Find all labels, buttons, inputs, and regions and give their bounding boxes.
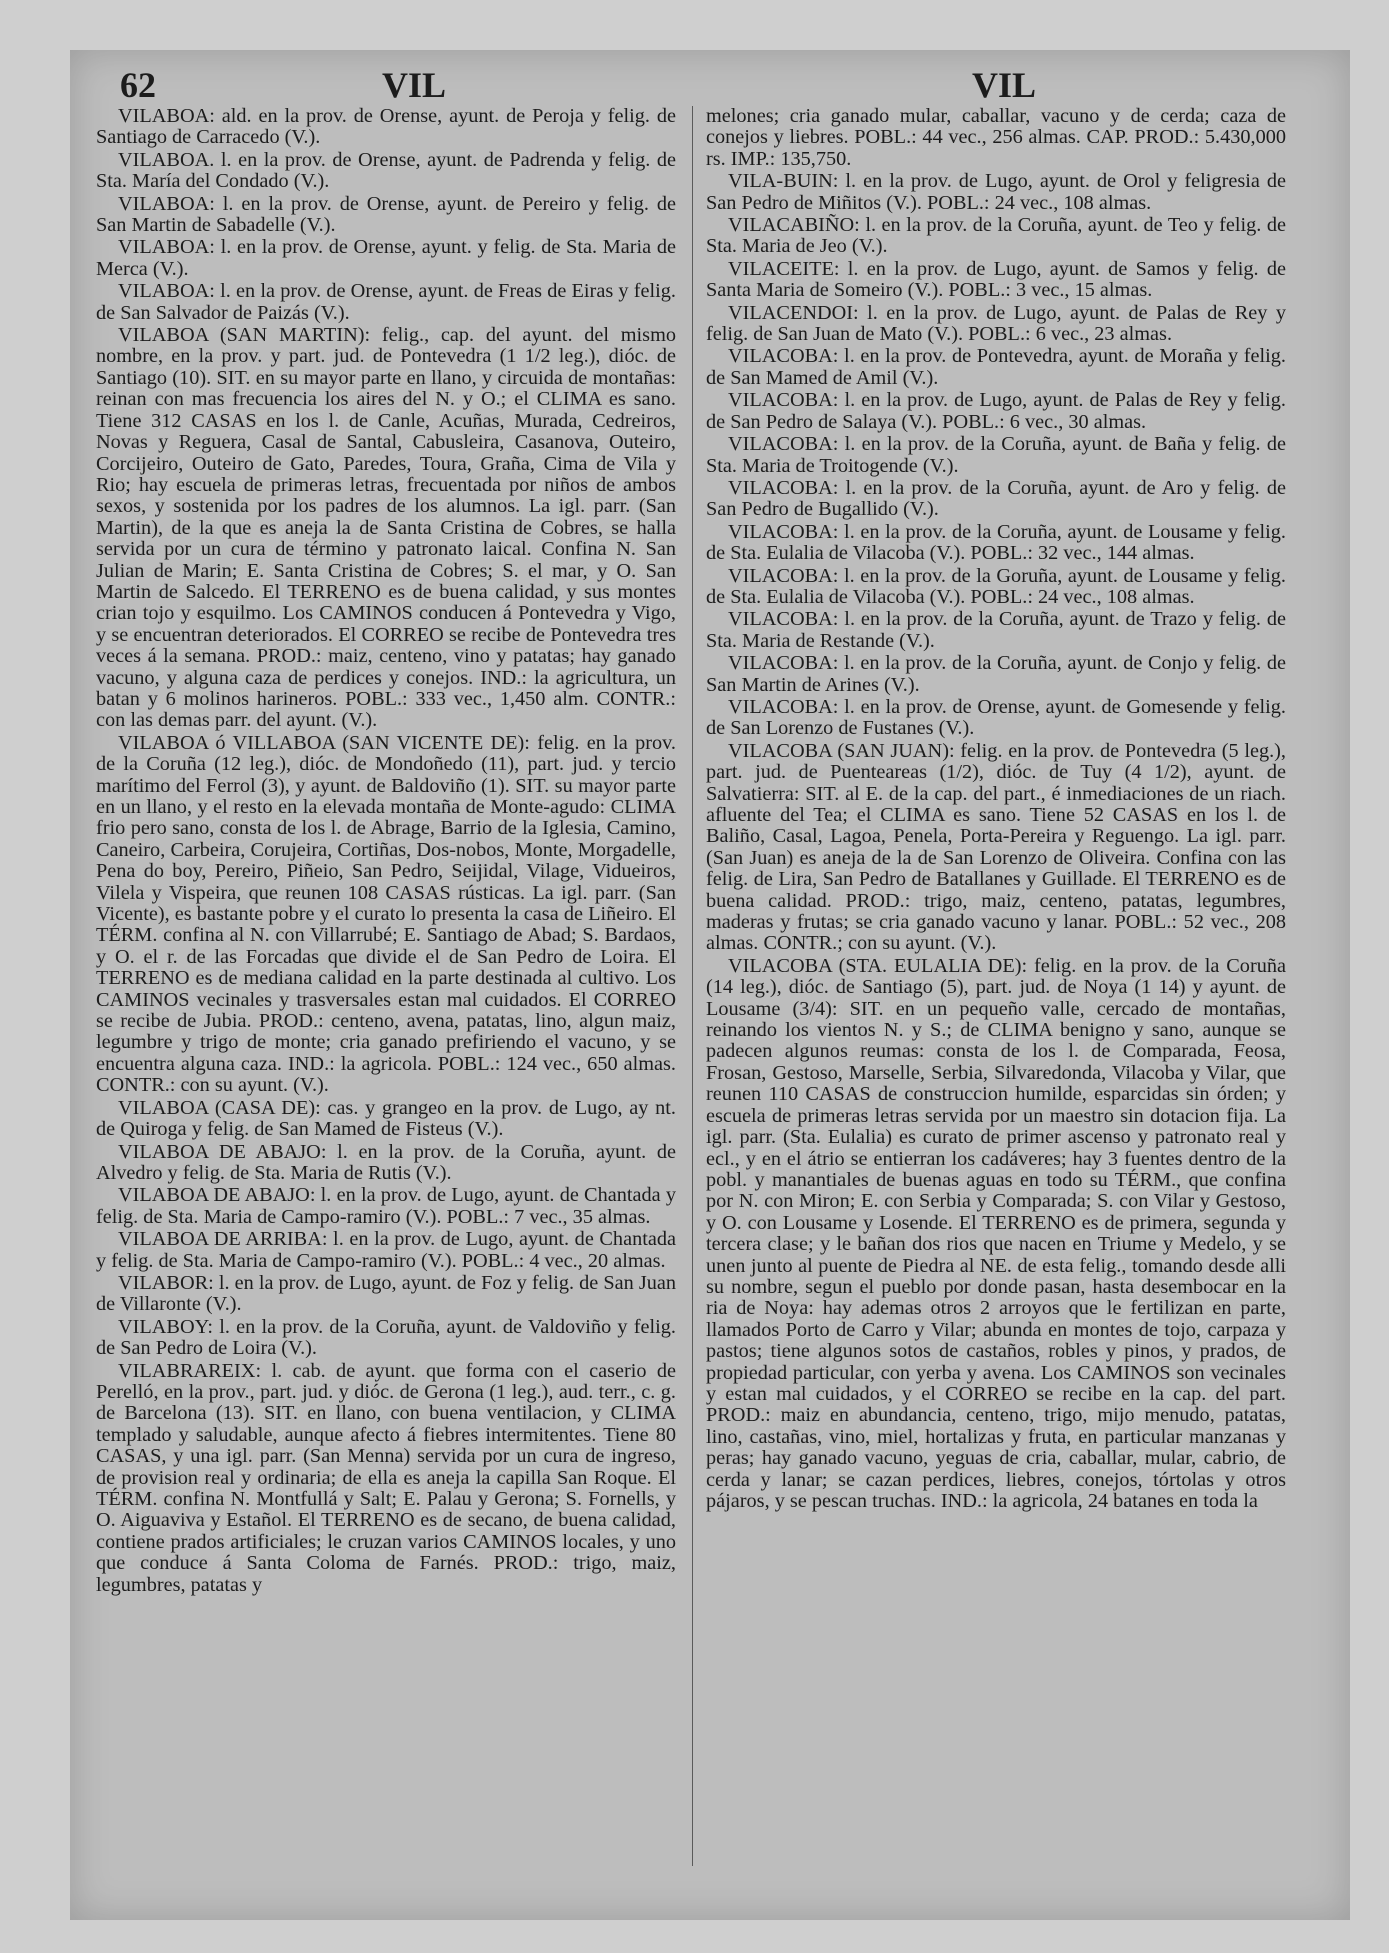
entry-vilaboa-de-abajo-coruna: VILABOA DE ABAJO: l. en la prov. de la Coruña, ayunt. de Alvedro y felig. de Sta. Maria de Rutis (V.). <box>96 1140 676 1184</box>
entry-vilaboa-pereiro: VILABOA: l. en la prov. de Orense, ayunt. de Pereiro y felig. de San Martin de Sabadelle (V.). <box>96 192 676 237</box>
entry-vilaboa-freas: VILABOA: l. en la prov. de Orense, ayunt. de Freas de Eiras y felig. de San Salvador de Paizás (V.). <box>96 280 676 324</box>
entry-vilacoba-conjo: VILACOBA: l. en la prov. de la Coruña, ayunt. de Conjo y felig. de San Martin de Arines (V.). <box>706 652 1286 696</box>
entry-vilacendoi: VILACENDOI: l. en la prov. de Lugo, ayunt. de Palas de Rey y felig. de San Juan de Mato (V.). POBL.: 6 vec., 23 almas. <box>706 301 1286 346</box>
entry-vilacoba-san-juan: VILACOBA (SAN JUAN): felig. en la prov. de Pontevedra (5 leg.), part. jud. de Puenteareas (1/2), dióc. de Tuy (4 1/2), ayunt. de Salvatierra: SIT. al E. de la cap. del part., é inmediaciones de un riach. afluente del Tea; el CLIMA es sano. Tiene 52 CASAS en los l. de Baliño, Casal, Lagoa, Penela, Porta-Pereira y Reguengo. La igl. parr. (San Juan) es aneja de la de San Lorenzo de Oliveira. Confina con las felig. de Lira, San Pedro de Batallanes y Guillade. El TERRENO es de buena calidad. PROD.: trigo, maiz, centeno, patatas, legumbres, maderas y frutas; se cria ganado vacuno y lanar. POBL.: 52 vec., 208 almas. CONTR.; con su ayunt. (V.). <box>706 739 1286 955</box>
entry-vilacoba-lousame-1: VILACOBA: l. en la prov. de la Coruña, ayunt. de Lousame y felig. de Sta. Eulalia de Vilacoba (V.). POBL.: 32 vec., 144 almas. <box>706 520 1286 565</box>
entry-vilaboa-merca: VILABOA: l. en la prov. de Orense, ayunt. y felig. de Sta. Maria de Merca (V.). <box>96 236 676 280</box>
entry-vilabor: VILABOR: l. en la prov. de Lugo, ayunt. de Foz y felig. de San Juan de Villaronte (V.). <box>96 1271 677 1316</box>
entry-vilaboa-de-arriba: VILABOA DE ARRIBA: l. en la prov. de Lugo, ayunt. de Chantada y felig. de Sta. Maria de Campo-ramiro (V.). POBL.: 4 vec., 20 almas. <box>96 1228 676 1272</box>
entry-continuation: melones; cria ganado mular, caballar, vacuno y de cerda; caza de conejos y liebres. POBL.: 44 vec., 256 almas. CAP. PROD.: 5.430,000 rs. IMP.: 135,750. <box>706 105 1286 170</box>
entry-vilacoba-bana: VILACOBA: l. en la prov. de la Coruña, ayunt. de Baña y felig. de Sta. Maria de Troitogende (V.). <box>706 433 1286 477</box>
page-number: 62 <box>120 65 156 105</box>
entry-vilacoba-aro: VILACOBA: l. en la prov. de la Coruña, ayunt. de Aro y felig. de San Pedro de Bugallido (V.). <box>706 476 1286 521</box>
entry-vilacoba-gomesende: VILACOBA: l. en la prov. de Orense, ayunt. de Gomesende y felig. de San Lorenzo de Fustanes (V.). <box>706 695 1286 740</box>
entry-vilaboa-san-martin: VILABOA (SAN MARTIN): felig., cap. del ayunt. del mismo nombre, en la prov. y part. jud. de Pontevedra (1 1/2 leg.), dióc. de Santiago (10). SIT. en su mayor parte en llano, y circuida de montañas: reinan con mas frecuencia los aires del N. y O.; el CLIMA es sano. Tiene 312 CASAS en los l. de Canle, Acuñas, Murada, Cedreiros, Novas y Reguera, Casal de Santal, Cabusleira, Casanova, Outeiro, Corcijeiro, Outeiro de Gato, Paredes, Toura, Graña, Cima de Vila y Rio; hay escuela de primeras letras, frecuentada por niños de ambos sexos, y sostenida por los padres de los alumnos. La igl. parr. (San Martin), de la que es aneja la de Santa Cristina de Cobres, se halla servida por un cura de término y patronato laical. Confina N. San Julian de Marin; E. Santa Cristina de Cobres; S. el mar, y O. San Martin de Salcedo. El TERRENO es de buena calidad, y sus montes crian tojo y esquilmo. Los CAMINOS conducen á Pontevedra y Vigo, y se encuentran deteriorados. El CORREO se recibe de Pontevedra tres veces á la semana. PROD.: maiz, centeno, vino y patatas; hay ganado vacuno, y alguna caza de perdices y conejos. IND.: la agricultura, un batan y 6 molinos harineros. POBL.: 333 vec., 1,450 alm. CONTR.: con las demas parr. del ayunt. (V.). <box>96 324 676 732</box>
entry-vilaboa-san-vicente: VILABOA ó VILLABOA (SAN VICENTE DE): felig. en la prov. de la Coruña (12 leg.), dióc. de Mondoñedo (11), part. jud. y tercio marítimo del Ferrol (3), y ayunt. de Baldoviño (1). SIT. su mayor parte en un llano, y el resto en la elevada montaña de Monte-agudo: CLIMA frio pero sano, consta de los l. de Abrage, Barrio de la Iglesia, Camino, Caneiro, Carbeira, Corujeira, Cortiñas, Dos-nobos, Monte, Morgadelle, Pena do boy, Pereiro, Piñeio, San Pedro, Seijidal, Vilage, Vidueiros, Vilela y Vispeira, que reunen 108 CASAS rústicas. La igl. parr. (San Vicente), es bastante pobre y el curato lo presenta la casa de Liñeiro. El TÉRM. confina al N. con Villarrubé; E. Santiago de Abad; S. Bardaos, y O. el r. de las Forcadas que divide el de San Pedro de Loira. El TERRENO es de mediana calidad en la parte destinada al cultivo. Los CAMINOS vecinales y trasversales estan mal cuidados. El CORREO se recibe de Jubia. PROD.: centeno, avena, patatas, lino, algun maiz, legumbre y trigo de monte; cria ganado prefiriendo el vacuno, y se encuentra alguna caza. IND.: la agricola. POBL.: 124 vec., 650 almas. CONTR.: con su ayunt. (V.). <box>96 731 676 1097</box>
entry-vilaboa-casa: VILABOA (CASA DE): cas. y grangeo en la prov. de Lugo, ay nt. de Quiroga y felig. de San Mamed de Fisteus (V.). <box>96 1096 676 1141</box>
entry-vilaboa-padrenda: VILABOA. l. en la prov. de Orense, ayunt. de Padrenda y felig. de Sta. María del Condado (V.). <box>96 148 676 193</box>
headword-left: VIL <box>382 65 447 105</box>
entry-vilaboa-de-abajo-lugo: VILABOA DE ABAJO: l. en la prov. de Lugo, ayunt. de Chantada y felig. de Sta. Maria de Campo-ramiro (V.). POBL.: 7 vec., 35 almas. <box>96 1184 676 1228</box>
entry-vilaboy: VILABOY: l. en la prov. de la Coruña, ayunt. de Valdoviño y felig. de San Pedro de Loira (V.). <box>96 1315 676 1360</box>
right-column <box>706 106 1286 1513</box>
entry-vilacabino: VILACABIÑO: l. en la prov. de la Coruña, ayunt. de Teo y felig. de Sta. Maria de Jeo (V.). <box>706 214 1286 258</box>
entry-vila-buin: VILA-BUIN: l. en la prov. de Lugo, ayunt. de Orol y feligresia de San Pedro de Miñitos (V.). POBL.: 24 vec., 108 almas. <box>706 170 1286 214</box>
entry-vilaceite: VILACEITE: l. en la prov. de Lugo, ayunt. de Samos y felig. de Santa Maria de Someiro (V.). POBL.: 3 vec., 15 almas. <box>706 257 1286 302</box>
entry-vilacoba-palas: VILACOBA: l. en la prov. de Lugo, ayunt. de Palas de Rey y felig. de San Pedro de Salaya (V.). POBL.: 6 vec., 30 almas. <box>706 389 1286 433</box>
left-column <box>96 106 676 1597</box>
column-divider <box>692 106 693 1866</box>
entry-vilacoba-morana: VILACOBA: l. en la prov. de Pontevedra, ayunt. de Moraña y felig. de San Mamed de Amil (V.). <box>706 345 1286 389</box>
headword-right: VIL <box>972 65 1037 105</box>
entry-vilabrareix: VILABRAREIX: l. cab. de ayunt. que forma con el caserio de Perelló, en la prov., part. jud. y dióc. de Gerona (1 leg.), aud. terr., c. g. de Barcelona (13). SIT. en llano, con buena ventilacion, y CLIMA templado y saludable, aunque afecto á fiebres intermitentes. Tiene 80 CASAS, y una igl. parr. (San Menna) servida por un cura de ingreso, de provision real y ordinaria; de ella es aneja la capilla San Roque. El TÉRM. confina N. Montfullá y Salt; E. Palau y Gerona; S. Fornells, y O. Aiguaviva y Estañol. El TERRENO es de secano, de buena calidad, contiene prados artificiales; le cruzan varios CAMINOS locales, y uno que conduce á Santa Coloma de Farnés. PROD.: trigo, maiz, legumbres, patatas y <box>96 1359 676 1596</box>
entry-vilacoba-lousame-2: VILACOBA: l. en la prov. de la Goruña, ayunt. de Lousame y felig. de Sta. Eulalia de Vilacoba (V.). POBL.: 24 vec., 108 almas. <box>706 564 1286 608</box>
entry-vilacoba-trazo: VILACOBA: l. en la prov. de la Coruña, ayunt. de Trazo y felig. de Sta. Maria de Restande (V.). <box>706 608 1286 652</box>
entry-vilaboa-peroja: VILABOA: ald. en la prov. de Orense, ayunt. de Peroja y felig. de Santiago de Carracedo (V.). <box>96 105 676 149</box>
entry-vilacoba-sta-eulalia: VILACOBA (STA. EULALIA DE): felig. en la prov. de la Coruña (14 leg.), dióc. de Santiago (5), part. jud. de Noya (1 14) y ayunt. de Lousame (3/4): SIT. en un pequeño valle, cercado de montañas, reinando los vientos N. y S.; de CLIMA benigno y sano, aunque se padecen algunos reumas: consta de los l. de Comparada, Feosa, Frosan, Gestoso, Marselle, Serbia, Silvaredonda, Vilacoba y Vilar, que reunen 110 CASAS de construccion humilde, esparcidas sin órden; y escuela de primeras letras servida por un maestro sin dotacion fija. La igl. parr. (Sta. Eulalia) es curato de primer ascenso y patronato real y ecl., y en el átrio se entierran los cadáveres; hay 3 fuentes dentro de la pobl. y manantiales de buenas aguas en todo su TÉRM., que confina por N. con Miron; E. con Serbia y Comparada; S. con Vilar y Gestoso, y O. con Lousame y Losende. El TERRENO es de primera, segunda y tercera clase; y le bañan dos rios que nacen en Triume y Medelo, y se unen junto al puente de Piedra al NE. de esta felig., tomando desde alli su nombre, segun el pueblo por donde pasan, hasta desembocar en la ria de Noya: hay ademas otros 2 arroyos que le fertilizan en parte, llamados Porto de Carro y Vilar; abunda en montes de tojo, carpaza y pastos; tiene algunos sotos de castaños, robles y pinos, y prados, de propiedad particular, con yerba y avena. Los CAMINOS son vecinales y estan mal cuidados, y el CORREO se recibe en la cap. del part. PROD.: maiz en abundancia, centeno, trigo, mijo menudo, patatas, lino, castañas, vino, miel, hortalizas y fruta, en particular manzanas y peras; hay ganado vacuno, yeguas de cria, caballar, mular, cabrio, de cerda y lanar; se cazan perdices, liebres, conejos, tórtolas y otros pájaros, y se pescan truchas. IND.: la agricola, 24 batanes en toda la <box>706 954 1286 1512</box>
